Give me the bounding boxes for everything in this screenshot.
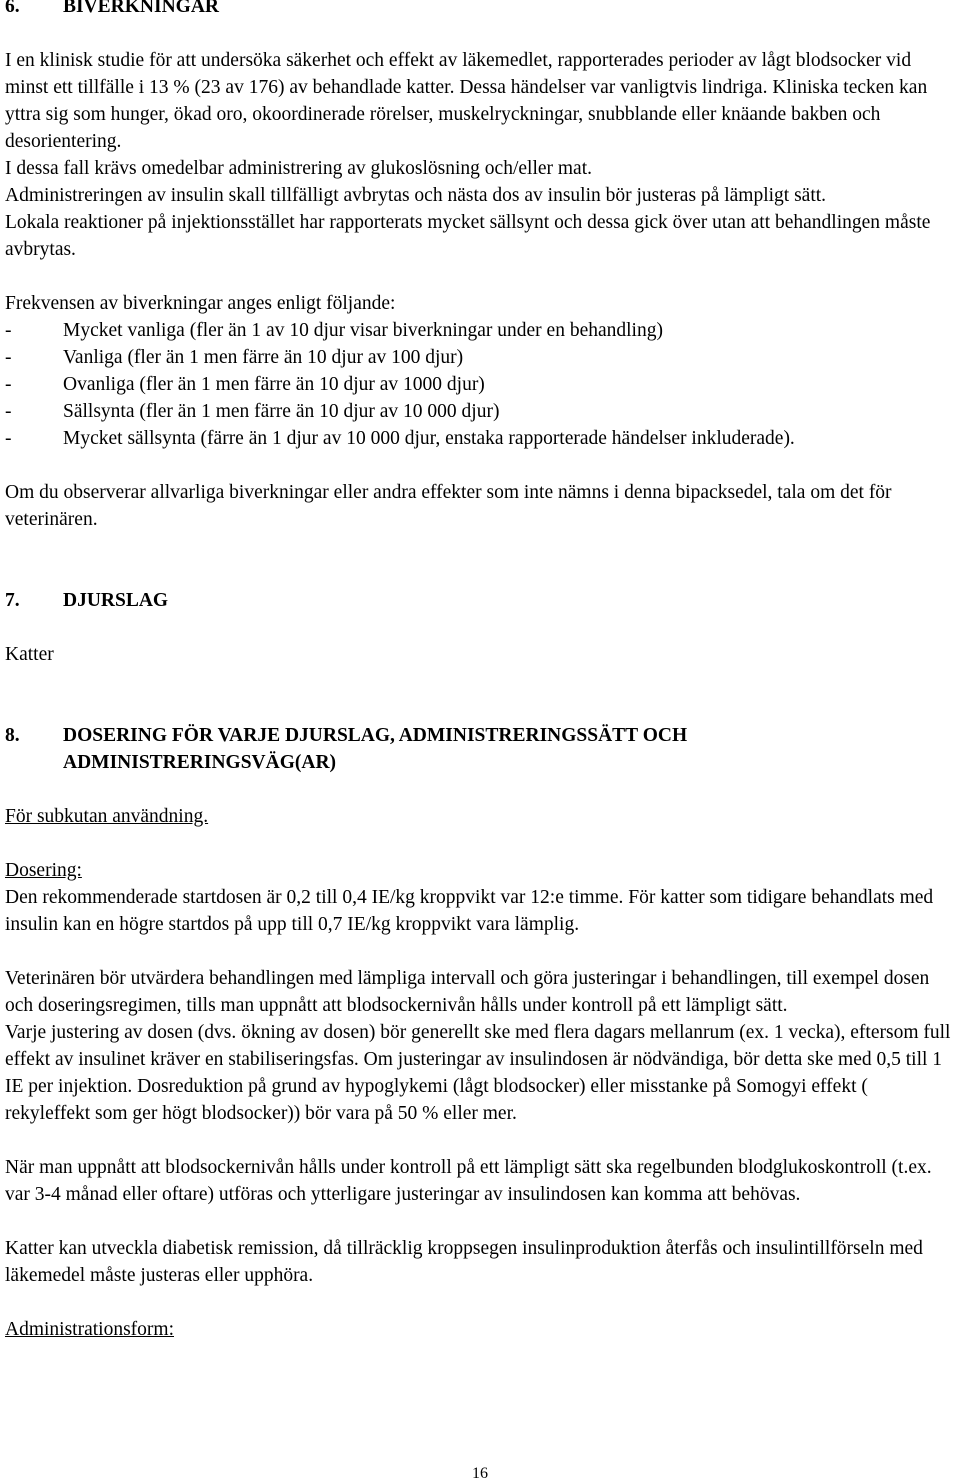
list-item-text: Sällsynta (fler än 1 men färre än 10 djur av 10 000 djur) bbox=[63, 401, 500, 422]
species: Katter bbox=[5, 644, 54, 665]
administration-label: Administrationsform: bbox=[5, 1319, 174, 1340]
paragraph: Varje justering av dosen (dvs. ökning av dosen) bör generellt ske med flera dagars mellanrum (ex. 1 vecka), eftersom full effekt av insulinet kräver en stabiliseringsfas. Om justeringar av insulindosen är nödvändiga, bör detta ske med 0,5 till 1 IE per injektion. Dosreduktion på grund av hypoglykemi (lågt blodsocker) eller misstanke på Somogyi effekt ( rekyleffekt som ger högt blodsocker)) bör vara på 50 % eller mer. bbox=[5, 1022, 951, 1124]
list-item bbox=[5, 371, 957, 398]
paragraph: Administreringen av insulin skall tillfälligt avbrytas och nästa dos av insulin bör justeras på lämpligt sätt. bbox=[5, 185, 827, 206]
paragraph: Katter kan utveckla diabetisk remission, då tillräcklig kroppsegen insulinproduktion återfås och insulintillförseln med läkemedel måste justeras eller upphöra. bbox=[5, 1238, 923, 1286]
list-dash: - bbox=[5, 347, 12, 368]
frequency-list bbox=[5, 317, 957, 452]
section-number: 8. bbox=[5, 725, 20, 746]
paragraph: Den rekommenderade startdosen är 0,2 till 0,4 IE/kg kroppvikt var 12:e timme. För katter som tidigare behandlats med insulin kan en högre startdos på upp till 0,7 IE/kg kroppvikt vara lämplig. bbox=[5, 887, 934, 935]
list-item bbox=[5, 344, 957, 371]
section-7-heading bbox=[5, 587, 957, 614]
paragraph: Lokala reaktioner på injektionsstället har rapporterats mycket sällsynt och dessa gick över utan att behandlingen måste avbrytas. bbox=[5, 212, 931, 260]
list-dash: - bbox=[5, 401, 12, 422]
list-dash: - bbox=[5, 428, 12, 449]
list-item-text: Mycket sällsynta (färre än 1 djur av 10 000 djur, enstaka rapporterade händelser inkluderade). bbox=[63, 428, 795, 449]
paragraph: Om du observerar allvarliga biverkningar eller andra effekter som inte nämns i denna bipacksedel, tala om det för veterinären. bbox=[5, 482, 892, 530]
paragraph: I en klinisk studie för att undersöka säkerhet och effekt av läkemedlet, rapporterades perioder av lågt blodsocker vid minst ett tillfälle i 13 % (23 av 176) av behandlade katter. Dessa händelser var vanligtvis lindriga. Kliniska tecken kan yttra sig som hunger, ökad oro, okoordinerade rörelser, muskelryckningar, snubblande eller knäande bakben och desorientering. bbox=[5, 50, 928, 152]
section-8-heading bbox=[5, 722, 957, 776]
list-item-text: Ovanliga (fler än 1 men färre än 10 djur av 1000 djur) bbox=[63, 374, 485, 395]
section-title: DOSERING FÖR VARJE DJURSLAG, ADMINISTRERINGSSÄTT OCH ADMINISTRERINGSVÄG(AR) bbox=[63, 725, 688, 773]
frequency-intro: Frekvensen av biverkningar anges enligt följande: bbox=[5, 293, 396, 314]
page-number: 16 bbox=[472, 1465, 488, 1482]
section-number: 6. bbox=[5, 0, 20, 17]
dosering-label: Dosering: bbox=[5, 860, 82, 881]
list-item-text: Mycket vanliga (fler än 1 av 10 djur visar biverkningar under en behandling) bbox=[63, 320, 663, 341]
section-title: BIVERKNINGAR bbox=[63, 0, 220, 17]
paragraph: I dessa fall krävs omedelbar administrering av glukoslösning och/eller mat. bbox=[5, 158, 593, 179]
list-item bbox=[5, 425, 957, 452]
list-dash: - bbox=[5, 374, 12, 395]
list-item-text: Vanliga (fler än 1 men färre än 10 djur av 100 djur) bbox=[63, 347, 464, 368]
section-6-heading bbox=[5, 0, 957, 20]
document-page bbox=[5, 0, 957, 1343]
section-title: DJURSLAG bbox=[63, 590, 169, 611]
list-item bbox=[5, 398, 957, 425]
subcutan-label: För subkutan användning. bbox=[5, 806, 209, 827]
paragraph: När man uppnått att blodsockernivån hålls under kontroll på ett lämpligt sätt ska regelbunden blodglukoskontroll (t.ex. var 3-4 månad eller oftare) utföras och ytterligare justeringar av insulindosen kan komma att behövas. bbox=[5, 1157, 932, 1205]
paragraph: Veterinären bör utvärdera behandlingen med lämpliga intervall och göra justeringar i behandlingen, till exempel dosen och doseringsregimen, tills man uppnått att blodsockernivån hålls under kontroll på ett lämpligt sätt. bbox=[5, 968, 930, 1016]
list-dash: - bbox=[5, 320, 12, 341]
section-number: 7. bbox=[5, 590, 20, 611]
list-item bbox=[5, 317, 957, 344]
